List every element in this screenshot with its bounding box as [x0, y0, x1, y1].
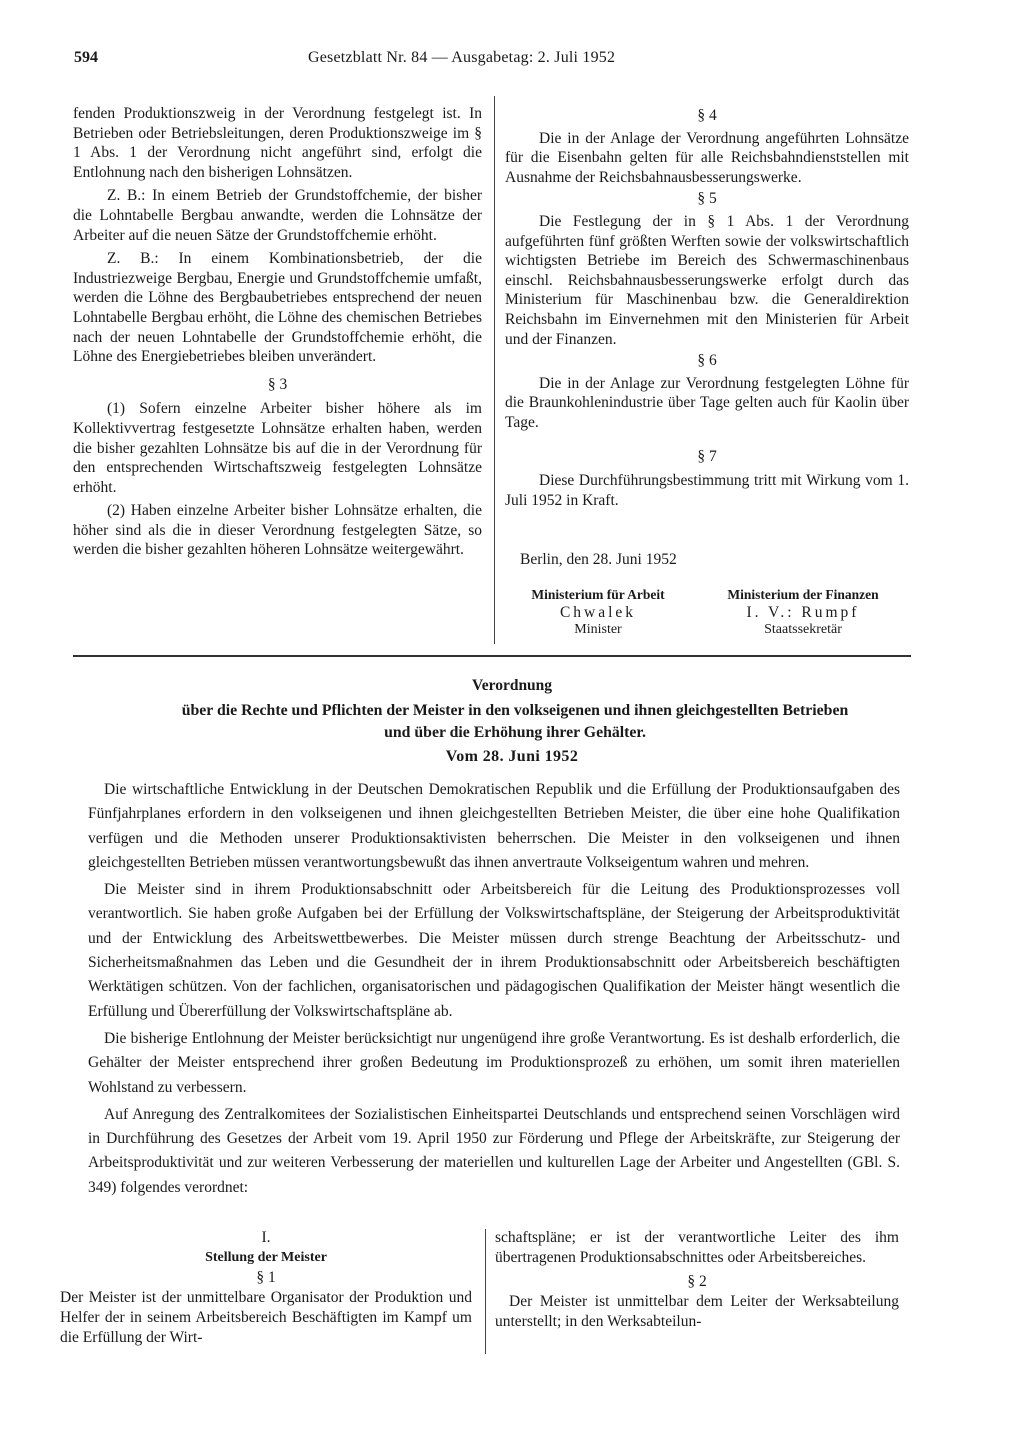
decree-preamble [88, 778, 900, 1200]
section-mark-1: § 1 [256, 1269, 276, 1286]
section-mark-5: § 5 [697, 190, 717, 208]
paragraph: Z. B.: In einem Kombinationsbetrieb, der die Industriezweige Bergbau, Energie und Grundstoffchemie umfaßt, werden die Löhne des Bergbaubetriebes entsprechend der neuen Lohntabelle Bergbau erhöht, die Löhne des chemischen Betriebes nach der neuen Lohntabelle der Grundstoffchemie erhöht, die Löhne des Energiebetriebes bleiben unverändert. [73, 250, 482, 366]
section-mark-7: § 7 [697, 447, 717, 465]
page-number: 594 [74, 49, 98, 66]
running-head: Gesetzblatt Nr. 84 — Ausgabetag: 2. Juli 1952 [308, 49, 616, 66]
column-divider [494, 96, 495, 644]
preamble-paragraph: Die Meister sind in ihrem Produktionsabschnitt oder Arbeitsbereich für die Leitung des Produktionsprozesses voll verantwortlich. Sie haben große Aufgaben bei der Erfüllung der Volkswirtschaftspläne, der Steigerung der Arbeitsproduktivität und der Entwicklung des Arbeitswettbewerbes. Die Meister müssen durch strenge Beachtung der Arbeitsschutz- und Sicherheitsmaßnahmen das Leben und die Gesundheit der in ihrem Produktionsabschnitt oder Arbeitsbereich beschäftigten Werktätigen schützen. Von der fachlichen, organisatorischen und pädagogischen Qualifikation der Meister hängt wesentlich die Erfüllung und Übererfüllung der Volkswirtschaftspläne ab. [88, 881, 900, 1020]
bottom-left-column [60, 1228, 472, 1348]
preamble-paragraph: Die wirtschaftliche Entwicklung in der Deutschen Demokratischen Republik und die Erfüllung der Produktionsaufgaben des Fünfjahrplanes erfordern in den volkseigenen und ihnen gleichgestellten Betrieben Meister, die über eine hohe Qualifikation verfügen und die Methoden unserer Produktionsaktivisten beherrschen. Die Meister in den volkseigenen und ihnen gleichgestellten Betrieben müssen verantwortungsbewußt das ihnen anvertraute Volkseigentum wahren und mehren. [88, 781, 900, 871]
signature-ministry: Ministerium der Finanzen [727, 587, 879, 602]
place-date: Berlin, den 28. Juni 1952 [520, 551, 677, 568]
part-number: I. [261, 1229, 271, 1246]
paragraph: fenden Produktionszweig in der Verordnung festgelegt ist. In Betrieben oder Betriebsleitungen, deren Produktionszweige im § 1 Abs. 1 der Verordnung nicht angeführt sind, erfolgt die Entlohnung nach den bisherigen Lohnsätzen. [73, 105, 482, 181]
paragraph: Die in der Anlage zur Verordnung festgelegten Löhne für die Braunkohlenindustrie über Tage gelten auch für Kaolin über Tage. [505, 374, 909, 431]
decree-title-line: und über die Erhöhung ihrer Gehälter. [384, 724, 646, 741]
top-right-column [505, 104, 909, 510]
decree-type: Verordnung [471, 677, 553, 694]
top-left-column [73, 104, 482, 560]
signature-title: Staatssekretär [764, 622, 842, 637]
signature-block [696, 587, 910, 638]
paragraph: (2) Haben einzelne Arbeiter bisher Lohnsätze erhalten, die höher sind als die in dieser Verordnung festgelegten Sätze, so werden die bisher gezahlten höheren Lohnsätze weitergewährt. [73, 502, 482, 559]
bottom-right-column [495, 1228, 899, 1332]
signature-name: I. V.: Rumpf [746, 604, 860, 621]
preamble-paragraph: Auf Anregung des Zentralkomitees der Sozialistischen Einheitspartei Deutschlands und entsprechend seinen Vorschlägen wird in Durchführung des Gesetzes der Arbeit vom 19. April 1950 zur Förderung und Pflege der Arbeitskräfte, zur Steigerung der Arbeitsproduktivität und zur weiteren Verbesserung der materiellen und kulturellen Lage der Arbeiter und Angestellten (GBl. S. 349) folgendes verordnet: [88, 1105, 900, 1196]
section-divider [73, 655, 911, 657]
signature-title: Minister [574, 622, 622, 637]
paragraph: Der Meister ist der unmittelbare Organisator der Produktion und Helfer der in seinem Arbeitsbereich Beschäftigten im Kampf um die Erfüllung der Wirt- [60, 1289, 472, 1346]
decree-date: Vom 28. Juni 1952 [445, 748, 579, 765]
paragraph: Z. B.: In einem Betrieb der Grundstoffchemie, der bisher die Lohntabelle Bergbau anwandte, werden die Lohnsätze der Arbeiter auf die neuen Sätze der Grundstoffchemie erhöht. [73, 187, 482, 244]
signature-block [498, 587, 698, 638]
column-divider [485, 1229, 486, 1354]
paragraph: (1) Sofern einzelne Arbeiter bisher höhere als im Kollektivvertrag festgesetzte Lohnsätze erhalten haben, werden die bisher gezahlten Lohnsätze bis auf die in der Verordnung für den entsprechenden Wirtschaftszweig festgelegten Lohnsätze erhöht. [73, 400, 482, 496]
paragraph: Die Festlegung der in § 1 Abs. 1 der Verordnung aufgeführten fünf größten Werften sowie der volkswirtschaftlich wichtigsten Betriebe im Bereich des Schwermaschinenbaus einschl. Reichsbahnausbesserungswerke erfolgt durch das Ministerium für Maschinenbau bzw. die Generaldirektion Reichsbahn im Einvernehmen mit den Ministerien für Arbeit und der Finanzen. [505, 212, 909, 348]
preamble-paragraph: Die bisherige Entlohnung der Meister berücksichtigt nur ungenügend ihre große Verantwortung. Es ist deshalb erforderlich, die Gehälter der Meister entsprechend ihrer großen Bedeutung im Produktionsprozeß zu erhöhen, um somit ihren materiellen Wohlstand zu verbessern. [88, 1029, 900, 1096]
decree-title [100, 700, 930, 744]
section-mark-6: § 6 [697, 352, 717, 370]
paragraph: Diese Durchführungsbestimmung tritt mit Wirkung vom 1. Juli 1952 in Kraft. [505, 472, 909, 509]
paragraph: Der Meister ist unmittelbar dem Leiter der Werksabteilung unterstellt; in den Werksabteilun- [495, 1293, 899, 1330]
section-mark-4: § 4 [697, 107, 717, 124]
paragraph: schaftspläne; er ist der verantwortliche Leiter des ihm übertragenen Produktionsabschnittes oder Arbeitsbereiches. [495, 1229, 899, 1266]
section-mark-2: § 2 [687, 1273, 707, 1290]
paragraph: Die in der Anlage der Verordnung angeführten Lohnsätze für die Eisenbahn gelten für alle Reichsbahndienststellen mit Ausnahme der Reichsbahnausbesserungswerke. [505, 129, 909, 186]
signature-name: Chwalek [559, 604, 637, 621]
signature-ministry: Ministerium für Arbeit [531, 587, 665, 602]
part-heading: Stellung der Meister [205, 1250, 327, 1265]
section-mark-3: § 3 [267, 375, 288, 393]
decree-title-line: über die Rechte und Pflichten der Meister in den volkseigenen und ihnen gleichgestellten Betrieben [181, 702, 849, 719]
